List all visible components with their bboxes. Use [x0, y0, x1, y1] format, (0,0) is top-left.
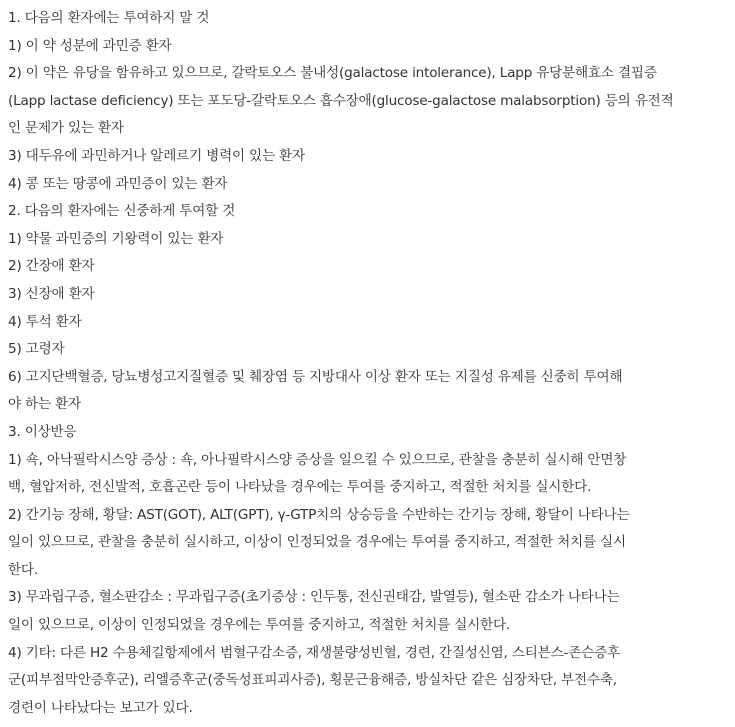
heading-careful-administration: 2. 다음의 환자에는 신중하게 투여할 것	[8, 203, 236, 220]
text-line: 한다.	[8, 561, 38, 578]
text-line: 경련이 나타났다는 보고가 있다.	[8, 699, 193, 716]
text-line: 일이 있으므로, 관찰을 충분히 실시하고, 이상이 인정되었을 경우에는 투여를 중지하고, 적절한 처치를 실시	[8, 534, 626, 551]
text-line: 4) 투석 환자	[8, 313, 82, 330]
text-line: 3) 무과립구증, 혈소판감소 : 무과립구증(초기증상 : 인두통, 전신권태감, 발열등), 혈소판 감소가 나타나는	[8, 589, 620, 606]
text-line: 일이 있으므로, 이상이 인정되었을 경우에는 투여를 중지하고, 적절한 처치를 실시한다.	[8, 617, 511, 634]
text-line: 백, 혈압저하, 전신발적, 호흡곤란 등이 나타났을 경우에는 투여를 중지하고, 적절한 처치를 실시한다.	[8, 479, 592, 496]
text-line: 1) 쇽, 아낙필락시스양 증상 : 쇽, 아나필락시스양 증상을 일으킬 수 있으므로, 관찰을 충분히 실시해 안면창	[8, 451, 627, 468]
text-line: 군(피부점막안증후군), 리엘증후군(중독성표피괴사증), 횡문근융해증, 방실차단 같은 심장차단, 부전수축,	[8, 672, 617, 689]
text-line: 4) 기타: 다른 H2 수용체길항제에서 범혈구감소증, 재생불량성빈혈, 경련, 간질성신염, 스티븐스-존슨증후	[8, 644, 620, 661]
text-line: 야 하는 환자	[8, 396, 81, 413]
text-line: 1) 이 약 성분에 과민증 환자	[8, 37, 172, 54]
text-line: (Lapp lactase deficiency) 또는 포도당-갈락토오스 흡수장애(glucose-galactose malabsorption) 등의 유전적	[8, 92, 674, 109]
heading-adverse-reactions: 3. 이상반응	[8, 423, 77, 440]
text-line: 인 문제가 있는 환자	[8, 120, 124, 137]
text-line: 2) 간장애 환자	[8, 258, 95, 275]
text-line: 5) 고령자	[8, 341, 65, 358]
text-line: 2) 이 약은 유당을 함유하고 있으므로, 갈락토오스 불내성(galactose intolerance), Lapp 유당분해효소 결핍증	[8, 65, 657, 82]
text-line: 3) 신장애 환자	[8, 285, 95, 302]
text-line: 2) 간기능 장해, 황달: AST(GOT), ALT(GPT), γ-GTP치의 상승등을 수반하는 간기능 장해, 황달이 나타나는	[8, 506, 630, 523]
text-line: 3) 대두유에 과민하거나 알레르기 병력이 있는 환자	[8, 147, 305, 164]
heading-contraindications: 1. 다음의 환자에는 투여하지 말 것	[8, 10, 210, 26]
text-line: 4) 콩 또는 땅콩에 과민증이 있는 환자	[8, 175, 228, 192]
text-line: 1) 약물 과민증의 기왕력이 있는 환자	[8, 230, 224, 247]
text-line: 6) 고지단백혈증, 당뇨병성고지질혈증 및 췌장염 등 지방대사 이상 환자 또는 지질성 유제를 신중히 투여해	[8, 368, 623, 385]
